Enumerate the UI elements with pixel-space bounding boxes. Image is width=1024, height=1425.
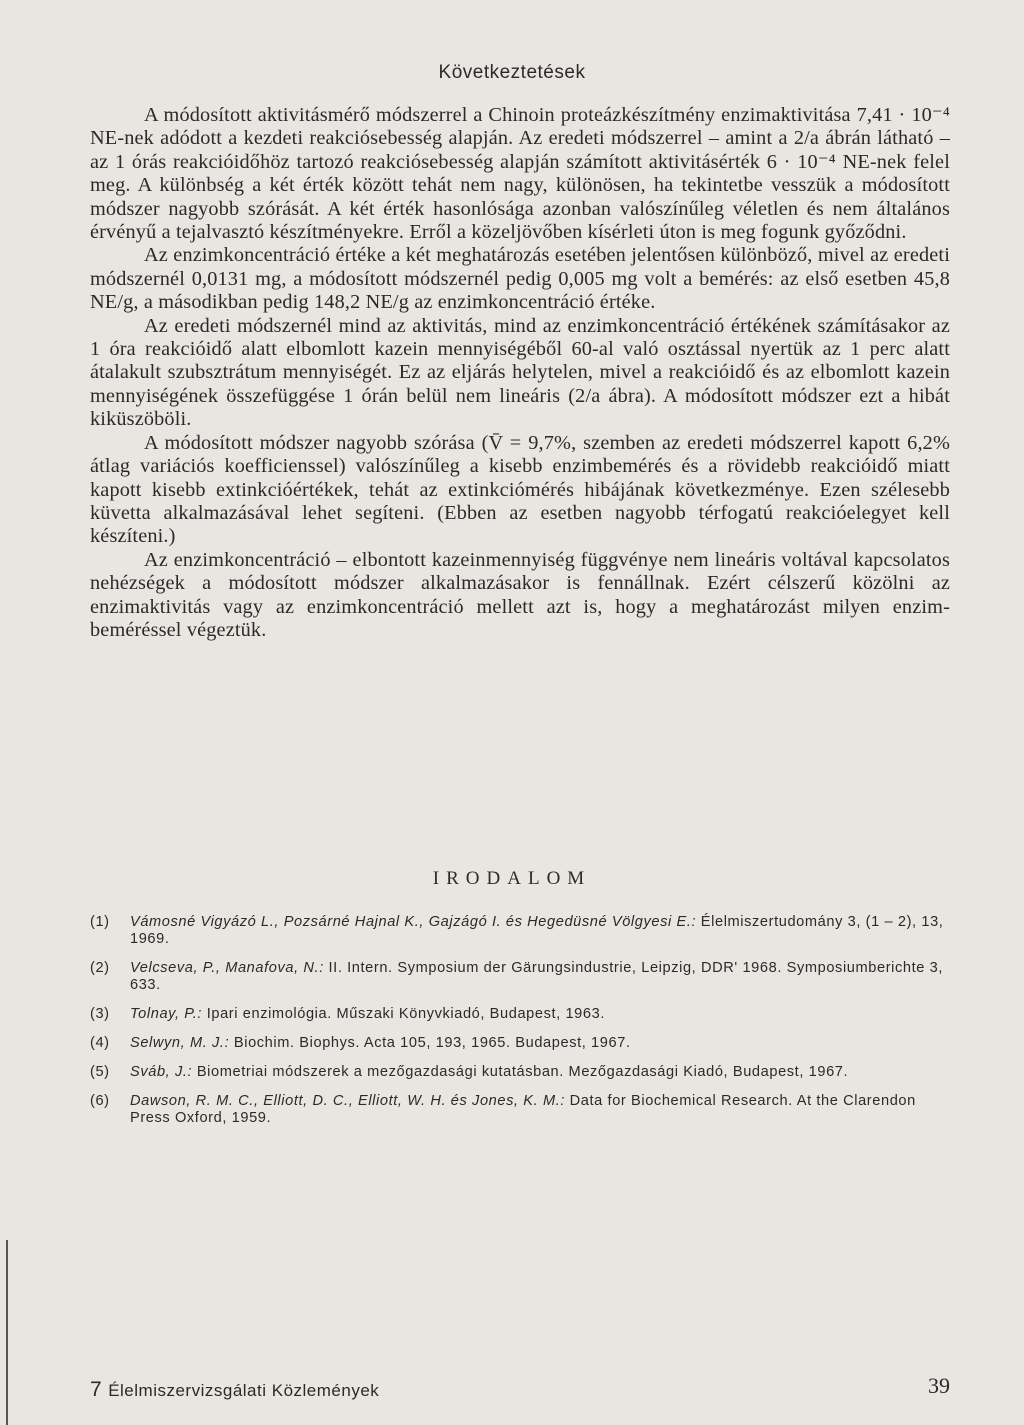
page-number: 39 <box>928 1373 950 1398</box>
reference-number: (3) <box>90 1006 110 1022</box>
reference-item <box>90 914 950 948</box>
reference-authors: Vámosné Vigyázó L., Pozsárné Hajnal K., Gajzágó I. és Hegedüsné Völgyesi E.: <box>130 914 697 930</box>
reference-number: (2) <box>90 960 110 976</box>
paragraph: Az eredeti módszernél mind az aktivitás, mind az enzimkoncentráció értékének számításakor az 1 óra reakcióidő alatt elbomlott kazein mennyiségéből 60-al való osztással nyertük az 1 perc alatt átalakult szubsztrátum mennyiségét. Ez az eljárás helytelen, mivel a reakcióidő és az elbomlott kazein mennyiségének összefüggése 1 órán belül nem lineáris (2/a ábra). A módosított módszer ezt a hibát kiküszöböli. <box>90 314 950 431</box>
reference-list <box>90 914 950 1139</box>
paragraph: Az enzimkoncentráció – elbontott kazeinmennyiség függvénye nem lineáris voltával kapcsolatos nehézségek a módosított módszer alkalmazásakor is fennállnak. Ezért célszerű közölni az enzimaktivitás vagy az enzimkoncentráció mellett azt is, hogy a meghatározást milyen enzim-beméréssel végeztük. <box>90 548 950 641</box>
journal-name: Élelmiszervizsgálati Közlemények <box>108 1381 380 1400</box>
signature-number: 7 <box>90 1378 103 1401</box>
references-heading: IRODALOM <box>432 868 592 889</box>
scan-edge-line <box>6 1240 8 1425</box>
reference-item <box>90 1035 950 1052</box>
reference-text: Élelmiszertudomány 3, (1 – 2), 13, 1969. <box>130 914 944 947</box>
reference-text: II. Intern. Symposium der Gärungsindustrie, Leipzig, DDR' 1968. Symposiumberichte 3, 633. <box>130 960 944 993</box>
reference-item <box>90 960 950 994</box>
reference-text: Data for Biochemical Research. At the Clarendon Press Oxford, 1959. <box>130 1093 916 1126</box>
reference-text: Biometriai módszerek a mezőgazdasági kutatásban. Mezőgazdasági Kiadó, Budapest, 1967. <box>192 1064 849 1080</box>
body-text <box>90 104 950 642</box>
footer-journal <box>90 1378 379 1402</box>
paragraph: Az enzimkoncentráció értéke a két meghatározás esetében jelentősen különböző, mivel az eredeti módszernél 0,0131 mg, a módosított módszernél pedig 0,005 mg volt a bemérés: az első esetben 45,8 NE/g, a másodikban pedig 148,2 NE/g az enzimkoncentráció értéke. <box>90 244 950 314</box>
reference-authors: Sváb, J.: <box>130 1064 193 1080</box>
reference-item <box>90 1093 950 1127</box>
reference-authors: Tolnay, P.: <box>130 1006 203 1022</box>
paragraph: A módosított módszer nagyobb szórása (V̄ = 9,7%, szemben az eredeti módszerrel kapott 6,2% átlag variációs koefficienssel) valószínűleg a kisebb enzimbemérés és a rövidebb reakcióidő miatt kapott kisebb extinkcióértékek, tehát az extinkciómérés hibájának következménye. Ezen szélesebb küvetta alkalmazásával lehet segíteni. (Ebben az esetben nagyobb térfogatú reakcióelegyet kell készíteni.) <box>90 431 950 548</box>
reference-number: (5) <box>90 1064 110 1080</box>
reference-authors: Dawson, R. M. C., Elliott, D. C., Elliott, W. H. és Jones, K. M.: <box>130 1093 566 1109</box>
reference-number: (1) <box>90 914 110 930</box>
section-heading: Következtetések <box>438 62 586 83</box>
reference-text: Biochim. Biophys. Acta 105, 193, 1965. Budapest, 1967. <box>229 1035 631 1051</box>
reference-item <box>90 1064 950 1081</box>
reference-number: (4) <box>90 1035 110 1051</box>
reference-item <box>90 1006 950 1023</box>
reference-text: Ipari enzimológia. Műszaki Könyvkiadó, Budapest, 1963. <box>202 1006 605 1022</box>
reference-number: (6) <box>90 1093 110 1109</box>
paragraph: A módosított aktivitásmérő módszerrel a Chinoin proteázkészítmény enzimaktivitása 7,41 · 10⁻⁴ NE-nek adódott a kezdeti reakciósebesség alapján. Az eredeti módszerrel – amint a 2/a ábrán látható – az 1 órás reakcióidőhöz tartozó reakciósebesség alapján számított aktivitásérték 6 · 10⁻⁴ NE-nek felel meg. A különbség a két érték között tehát nem nagy, különösen, ha tekintetbe vesszük a módosított módszer nagyobb szórását. A két érték hasonlósága azonban valószínűleg véletlen és nem általános érvényű a tejalvasztó készítményekre. Erről a közeljövőben kísérleti úton is meg fogunk győződni. <box>90 104 950 244</box>
reference-authors: Velcseva, P., Manafova, N.: <box>130 960 324 976</box>
reference-authors: Selwyn, M. J.: <box>130 1035 230 1051</box>
